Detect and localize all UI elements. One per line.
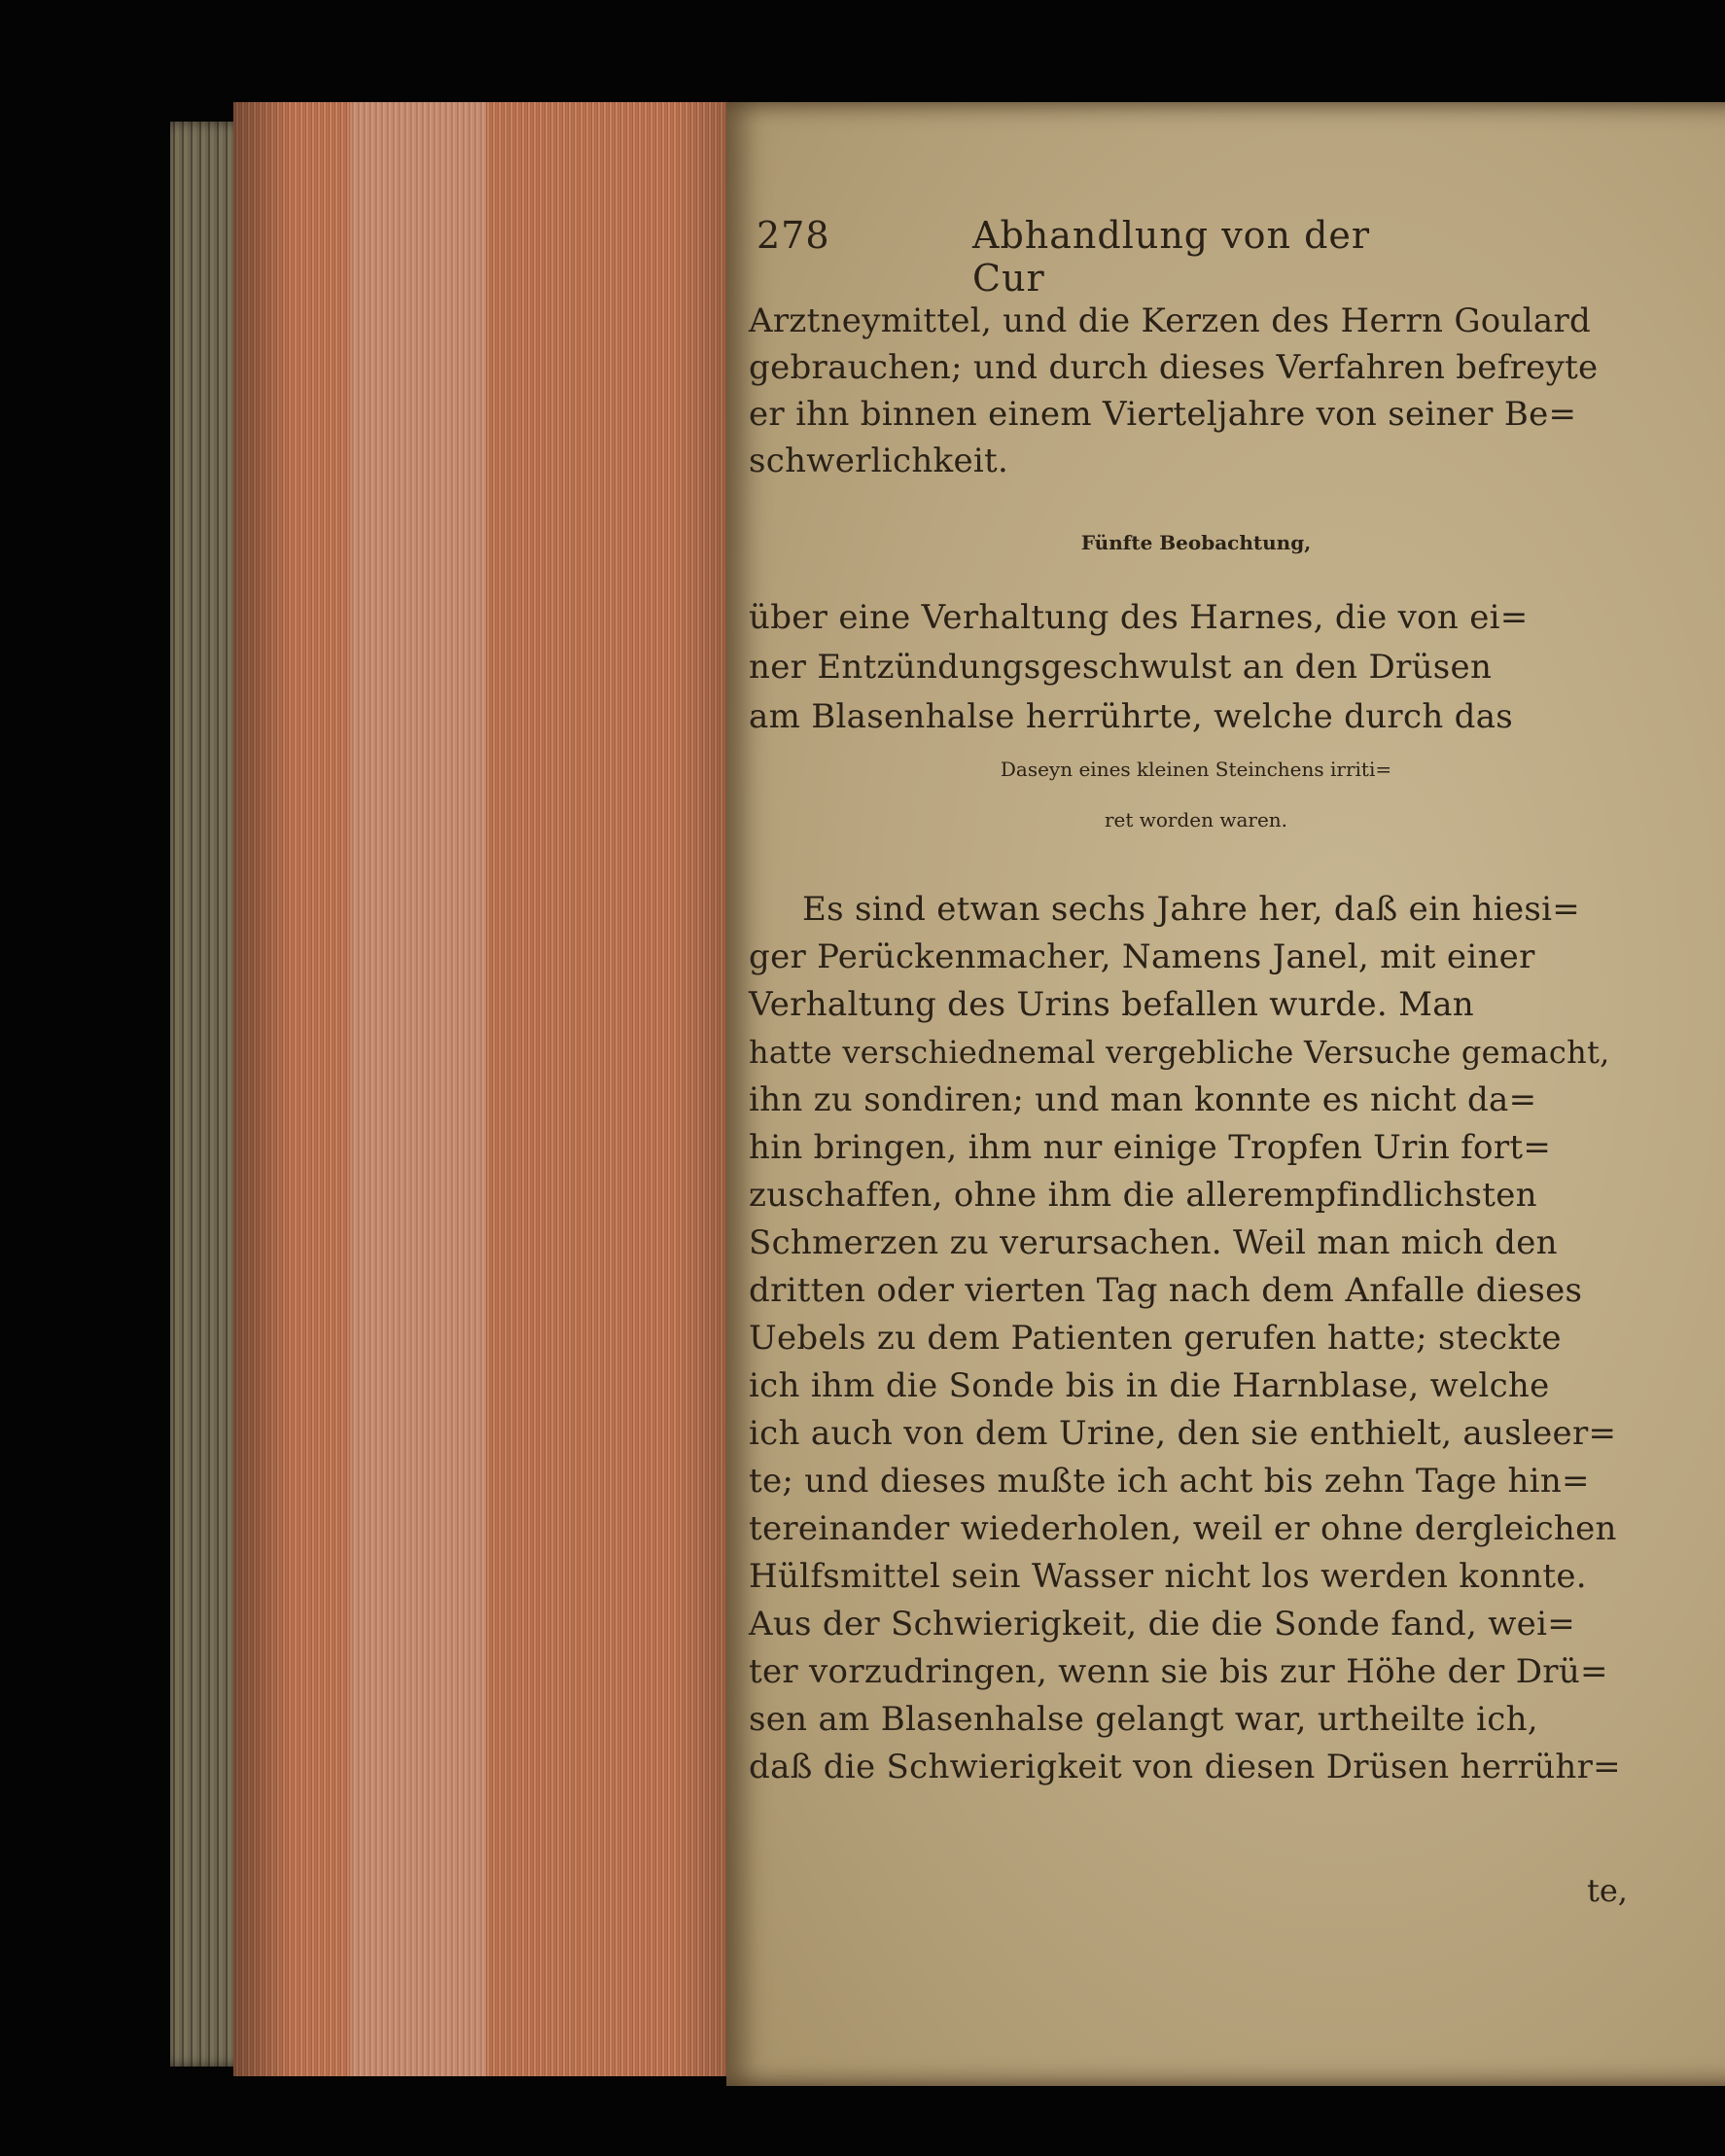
subtitle-line: Daseyn eines kleinen Steinchens irriti= — [1000, 758, 1392, 781]
body-line: Uebels zu dem Patienten gerufen hatte; steckte — [749, 1319, 1562, 1358]
body-line: dritten oder vierten Tag nach dem Anfalle dieses — [749, 1271, 1583, 1310]
subtitle-line: ret worden waren. — [1104, 808, 1288, 831]
body-line: hin bringen, ihm nur einige Tropfen Urin fort= — [749, 1128, 1552, 1167]
body-line: ter vorzudringen, wenn sie bis zur Höhe der Drü= — [749, 1652, 1608, 1691]
body-line: Verhaltung des Urins befallen wurde. Man — [749, 985, 1475, 1024]
text-line: er ihn binnen einem Vierteljahre von seiner Be= — [749, 395, 1577, 434]
body-line: ger Perückenmacher, Namens Janel, mit einer — [749, 937, 1535, 976]
text-line: Arztneymittel, und die Kerzen des Herrn Goulard — [749, 301, 1592, 340]
text-line: schwerlichkeit. — [749, 442, 1009, 480]
page-number: 278 — [757, 214, 830, 257]
body-line: daß die Schwierigkeit von diesen Drüsen herrühr= — [749, 1748, 1621, 1786]
body-line: hatte verschiednemal vergebliche Versuche gemacht, — [749, 1034, 1610, 1071]
body-line: te; und dieses mußte ich acht bis zehn Tage hin= — [749, 1462, 1590, 1501]
body-line: Aus der Schwierigkeit, die die Sonde fand, wei= — [749, 1605, 1576, 1644]
page-header — [757, 214, 1437, 300]
body-line: tereinander wiederholen, weil er ohne dergleichen — [749, 1509, 1617, 1548]
body-line: zuschaffen, ohne ihm die allerempfindlichsten — [749, 1176, 1537, 1215]
subtitle-line: über eine Verhaltung des Harnes, die von ei= — [749, 598, 1529, 637]
text-line: gebrauchen; und durch dieses Verfahren befreyte — [749, 348, 1599, 387]
subtitle-line: ner Entzündungsgeschwulst an den Drüsen — [749, 648, 1493, 687]
body-line: Hülfsmittel sein Wasser nicht los werden konnte. — [749, 1557, 1587, 1596]
subtitle-line: am Blasenhalse herrührte, welche durch das — [749, 697, 1514, 736]
body-line: Schmerzen zu verursachen. Weil man mich den — [749, 1223, 1558, 1262]
body-line: ich auch von dem Urine, den sie enthielt, ausleer= — [749, 1414, 1617, 1453]
section-heading: Fünfte Beobachtung, — [1080, 531, 1312, 554]
body-line: ich ihm die Sonde bis in die Harnblase, welche — [749, 1366, 1550, 1405]
page-edges — [233, 102, 734, 2076]
body-line: ihn zu sondiren; und man konnte es nicht da= — [749, 1080, 1537, 1119]
running-title: Abhandlung von der Cur — [972, 214, 1371, 300]
catchword: te, — [1587, 1872, 1628, 1909]
body-line: sen am Blasenhalse gelangt war, urtheilte ich, — [749, 1700, 1538, 1739]
body-line: Es sind etwan sechs Jahre her, daß ein hiesi= — [802, 890, 1581, 929]
